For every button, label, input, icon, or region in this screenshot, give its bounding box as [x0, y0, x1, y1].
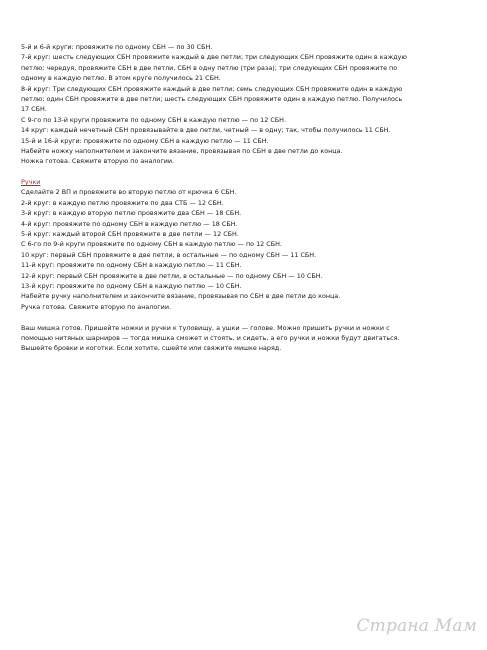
arms-instructions: [21, 177, 473, 312]
text-line: Ручка готова. Свяжите вторую по аналогии.: [21, 302, 172, 311]
text-line: 7-й круг: шесть следующих СБН провяжите каждый в две петли; три следующих СБН провяжите один в каждую: [21, 53, 407, 62]
text-line: Ваш мишка готов. Пришейте ножки и ручки к туловищу, а ушки — голове. Можно пришить ручки и ножки с: [21, 323, 390, 332]
text-line: Сделайте 2 ВП и провяжите во вторую петлю от крючка 6 СБН.: [21, 188, 237, 197]
text-line: С 9-го по 13-й круги провяжите по одному СБН в каждую петлю — по 12 СБН.: [21, 115, 287, 124]
paragraph-gap: [21, 312, 473, 322]
document-page: [21, 42, 473, 354]
text-line: 4-й круг: провяжите по одному СБН в каждую петлю — 18 СБН.: [21, 219, 238, 228]
text-line: 5-й круг: каждый второй СБН провяжите в две петли — 12 СБН.: [21, 230, 239, 239]
text-line: петлю; один СБН провяжите в две петли; шесть следующих СБН провяжите один в каждую петлю. Получилось: [21, 94, 403, 103]
text-line: 10 круг: первый СБН провяжите в две петли, в остальные — по одному СБН — 11 СБН.: [21, 250, 317, 259]
section-heading: Ручки: [21, 178, 41, 187]
text-line: 2-й круг: в каждую петлю провяжите по два СТБ — 12 СБН.: [21, 198, 224, 207]
text-line: одному в каждую петлю. В этом круге получилось 21 СБН.: [21, 74, 221, 83]
text-line: Набейте ручку наполнителем и закончите вязание, провязывая по СБН в две петли до конца.: [21, 292, 341, 301]
text-line: 11-й круг: провяжите по одному СБН в каждую петлю — 11 СБН.: [21, 261, 242, 270]
text-line: 12-й круг: первый СБН провяжите в две петли, в остальные — по одному СБН — 10 СБН.: [21, 271, 323, 280]
text-line: Набейте ножку наполнителем и закончите вязание, провязывая по СБН в две петли до конца.: [21, 146, 343, 155]
text-line: 17 СБН.: [21, 105, 47, 114]
text-line: Вышейте бровки и коготки. Если хотите, сшейте или свяжите мишке наряд.: [21, 344, 282, 353]
assembly-instructions: [21, 323, 473, 354]
text-line: 3-й круг: в каждую вторую петлю провяжите два СБН — 18 СБН.: [21, 209, 242, 218]
text-line: 5-й и 6-й круги: провяжите по одному СБН — по 30 СБН.: [21, 43, 213, 51]
text-line: петлю; чередуя, провяжите СБН в две петли, СБН в одну петлю (три раза); три следующих СБН провяжите по: [21, 63, 398, 72]
text-line: помощью нитяных шарниров — тогда мишка сможет и стоять, и сидеть, а его ручки и ножки будут двигаться.: [21, 333, 400, 342]
legs-instructions: [21, 42, 473, 167]
text-line: С 6-го по 9-й круги провяжите по одному СБН в каждую петлю — по 12 СБН.: [21, 240, 282, 249]
text-line: Ножка готова. Свяжите вторую по аналогии.: [21, 157, 175, 166]
paragraph-gap: [21, 167, 473, 177]
text-line: 8-й круг: Три следующих СБН провяжите каждый в две петли; семь следующих СБН провяжите один в каждую: [21, 84, 403, 93]
watermark-logo: Страна Мам: [356, 616, 477, 636]
text-line: 14 круг: каждый нечетный СБН провязывайте в две петли, четный — в одну; так, чтобы получилось 11 СБН.: [21, 126, 391, 135]
text-line: 15-й и 16-й круги: провяжите по одному СБН в каждую петлю — 11 СБН.: [21, 136, 269, 145]
text-line: 13-й круг: провяжите по одному СБН в каждую петлю — 10 СБН.: [21, 281, 242, 290]
